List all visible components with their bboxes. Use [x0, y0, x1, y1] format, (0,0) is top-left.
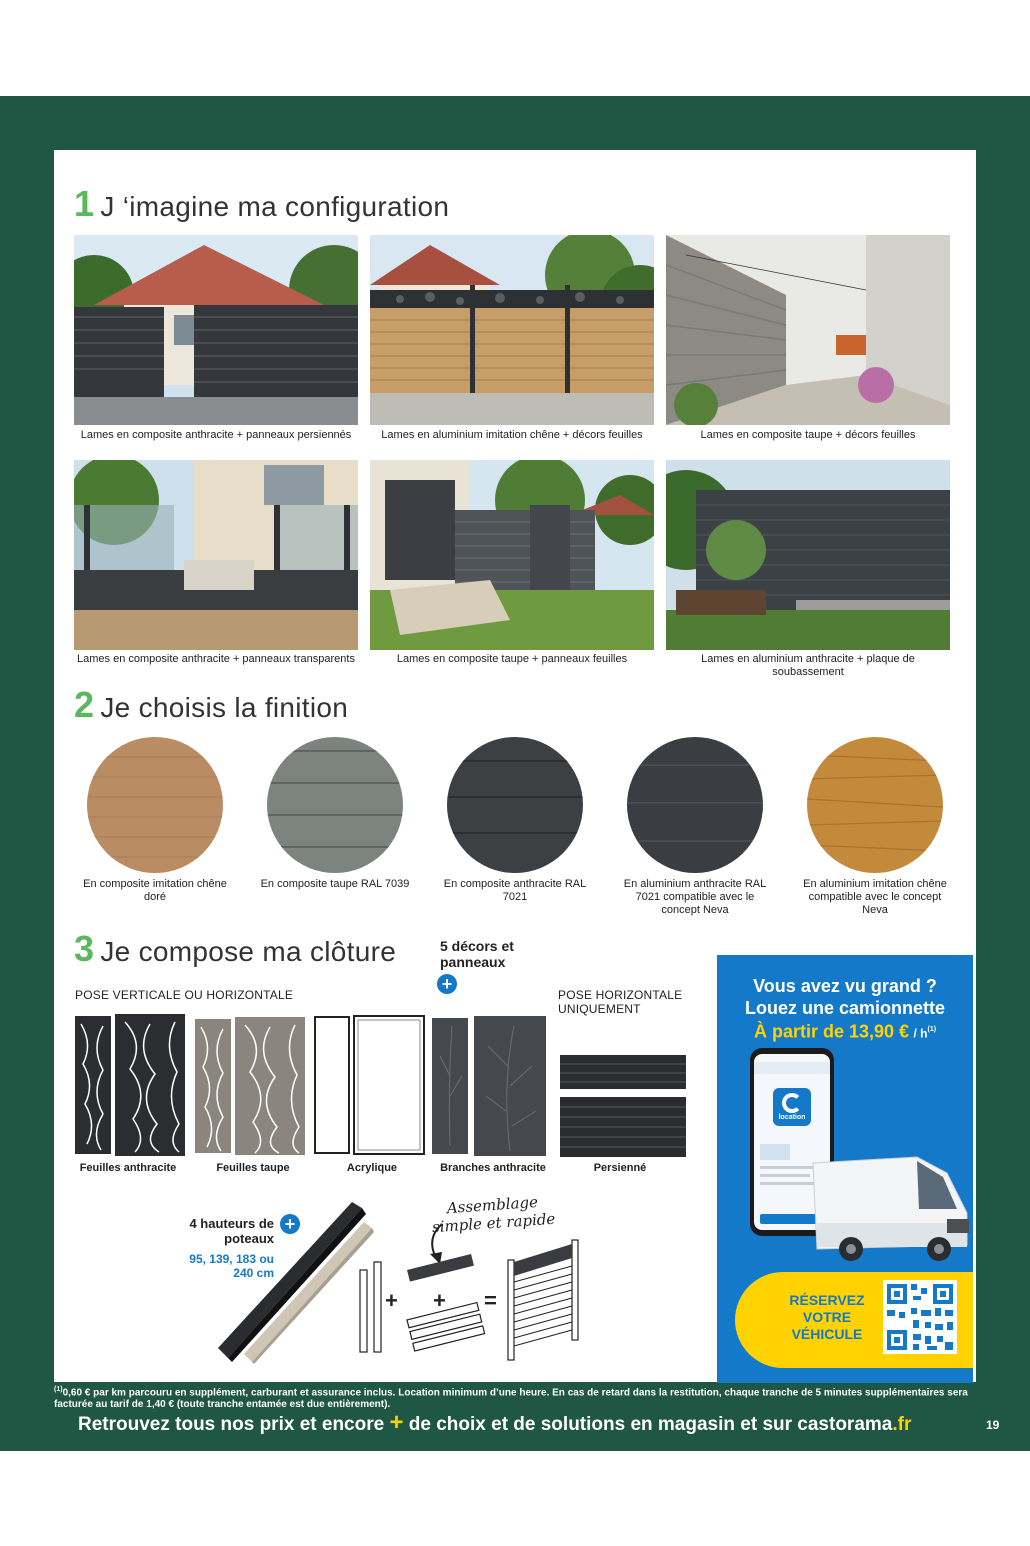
panel-feuilles-taupe	[195, 1017, 307, 1155]
page-number: 19	[986, 1418, 1000, 1432]
footer-note-sup: (1)	[54, 1386, 63, 1393]
app-c-icon	[782, 1093, 802, 1113]
finish-caption-2: En composite taupe RAL 7039	[260, 878, 410, 890]
posts-title: 4 hauteurs de poteaux	[189, 1216, 274, 1246]
phone-topbar	[754, 1062, 830, 1074]
panel-caption-5: Persienné	[593, 1162, 647, 1174]
section-3-number: 3	[74, 928, 95, 969]
promo-line-2: Louez une camionnette	[744, 998, 946, 1018]
promo-price	[717, 1019, 973, 1044]
section-1-number: 1	[74, 183, 95, 224]
finish-swatch-5	[807, 737, 943, 873]
section-3-title	[74, 928, 396, 970]
assembly-plus-2: +	[433, 1288, 446, 1313]
config-caption-4: Lames en composite anthracite + panneaux transparents	[77, 653, 355, 665]
posts-plus-icon: +	[280, 1214, 300, 1234]
phone-line-2	[760, 1174, 810, 1177]
pose-h-label: POSE HORIZONTALE UNIQUEMENT	[558, 988, 683, 1016]
qr-code-icon[interactable]	[883, 1280, 957, 1354]
footer-main-b: de choix et de solutions en magasin et sur castorama	[408, 1414, 893, 1435]
finish-swatch-2	[267, 737, 403, 873]
pose-vh-label: POSE VERTICALE OU HORIZONTALE	[75, 988, 294, 1002]
footer-main-a: Retrouvez tous nos prix et encore	[78, 1414, 385, 1435]
finish-swatch-4	[627, 737, 763, 873]
section-1-title	[74, 183, 449, 225]
promo-price-text: À partir de 13,90 €	[753, 1021, 910, 1042]
phone-thumb	[760, 1144, 790, 1160]
rental-promo[interactable]	[717, 955, 973, 1383]
finish-caption-4: En aluminium anthracite RAL 7021 compatible avec le concept Neva	[623, 878, 767, 916]
config-photo-3	[666, 235, 950, 425]
decors-title: 5 décors et panneaux	[440, 938, 514, 970]
panel-branches-anthracite	[432, 1016, 547, 1156]
panel-acrylique	[314, 1015, 426, 1155]
van-illustration	[807, 1153, 973, 1263]
config-caption-2: Lames en aluminium imitation chêne + décors feuilles	[381, 429, 643, 441]
section-1-label: J ‘imagine ma configuration	[100, 191, 450, 222]
promo-unit: / h	[913, 1026, 928, 1041]
finish-caption-3: En composite anthracite RAL 7021	[443, 878, 587, 903]
footer-main-c[interactable]: .fr	[892, 1414, 912, 1435]
footer-note-text: 0,60 € par km parcouru en supplément, carburant et assurance inclus. Location minimum d’une heure. En cas de retard dans la restitution, chaque tranche de 5 minutes supplémentaires sera facturée au tarif de 1,40 € (toute tranche entamée est due entièrement).	[54, 1387, 968, 1411]
config-caption-6: Lames en aluminium anthracite + plaque de soubassement	[701, 653, 915, 678]
panel-caption-1: Feuilles anthracite	[79, 1162, 177, 1174]
app-icon	[773, 1088, 811, 1126]
promo-sup: (1)	[927, 1026, 937, 1033]
config-photo-2	[370, 235, 654, 425]
config-photo-5	[370, 460, 654, 650]
section-2-number: 2	[74, 684, 95, 725]
config-photo-4	[74, 460, 358, 650]
posts-sizes: 95, 139, 183 ou 240 cm	[189, 1252, 274, 1280]
section-2-title	[74, 684, 348, 726]
section-3-label: Je compose ma clôture	[100, 936, 397, 967]
footer-main	[78, 1409, 911, 1437]
panel-persienne	[558, 1055, 688, 1159]
panel-caption-4: Branches anthracite	[440, 1162, 546, 1174]
assembly-text: Assemblage simple et rapide	[431, 1192, 556, 1237]
finish-swatch-3	[447, 737, 583, 873]
assembly-plus-1: +	[385, 1288, 398, 1313]
promo-line-1: Vous avez vu grand ?	[753, 976, 937, 996]
cta-banner[interactable]	[735, 1272, 973, 1368]
finish-swatch-1	[87, 737, 223, 873]
config-caption-3: Lames en composite taupe + décors feuilles	[700, 429, 916, 441]
footer-plus-icon: +	[389, 1409, 404, 1436]
panel-feuilles-anthracite	[75, 1014, 187, 1156]
footer-note	[54, 1384, 984, 1411]
config-caption-1: Lames en composite anthracite + panneaux persiennés	[80, 429, 352, 441]
finish-caption-5: En aluminium imitation chêne compatible avec le concept Neva	[803, 878, 947, 916]
config-caption-5: Lames en composite taupe + panneaux feuilles	[396, 653, 628, 665]
finish-caption-1: En composite imitation chêne doré	[83, 878, 227, 903]
config-photo-1	[74, 235, 358, 425]
panel-caption-3: Acrylique	[346, 1162, 398, 1174]
app-label: location	[778, 1114, 806, 1121]
assembly-equals: =	[484, 1288, 497, 1313]
panel-caption-2: Feuilles taupe	[216, 1162, 290, 1174]
decors-plus-icon: +	[437, 974, 457, 994]
section-2-label: Je choisis la finition	[100, 692, 349, 723]
config-photo-6	[666, 460, 950, 650]
cta-text[interactable]: RÉSERVEZ VOTRE VÉHICULE	[789, 1292, 865, 1342]
